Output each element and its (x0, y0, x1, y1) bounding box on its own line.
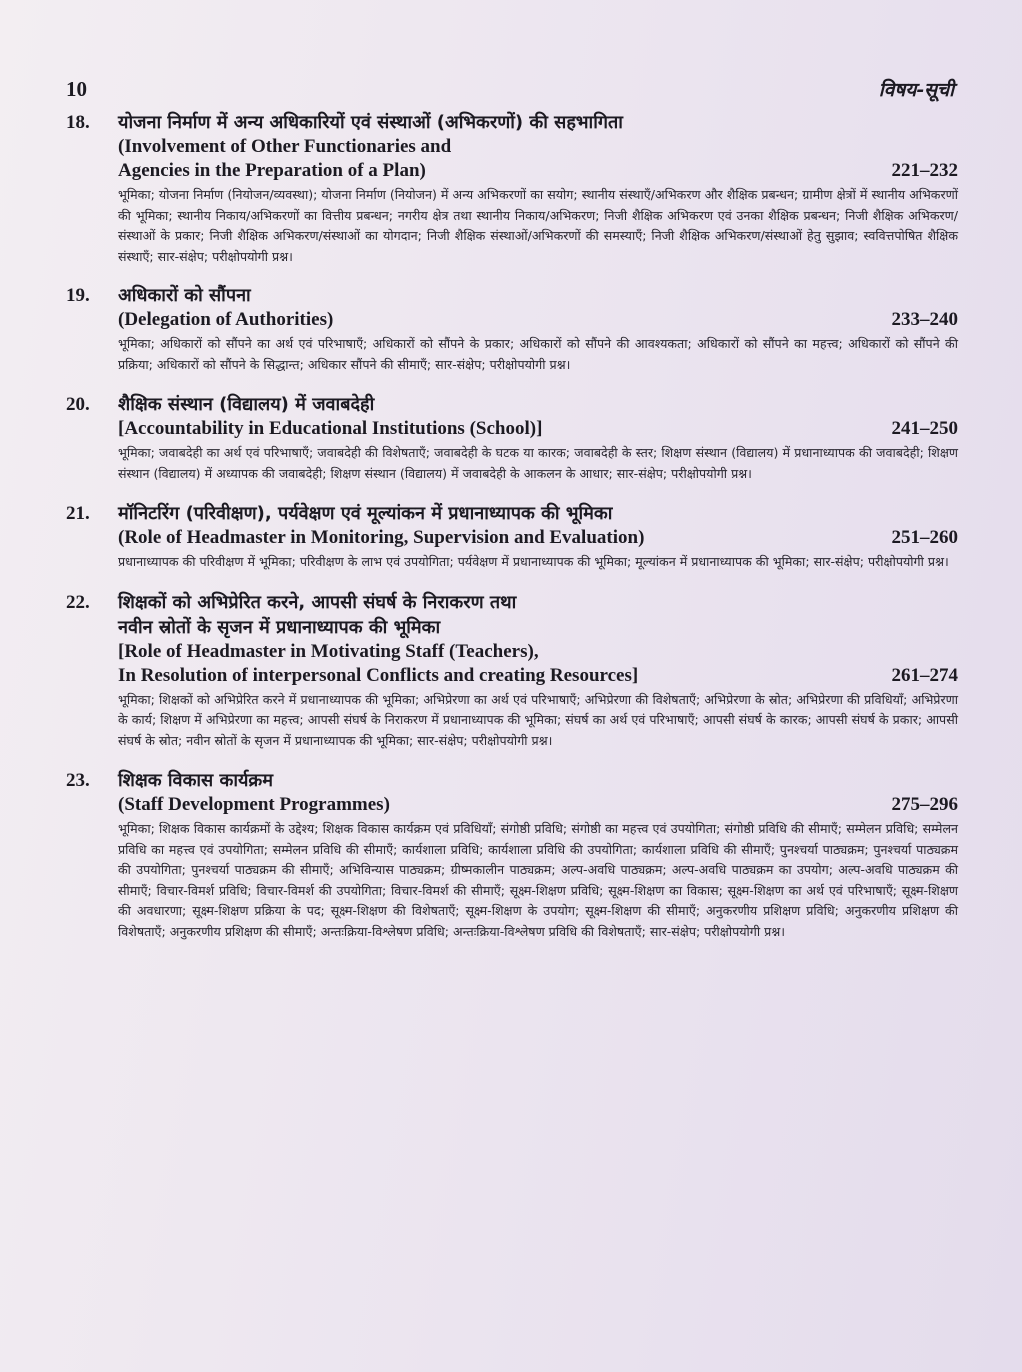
page-range: 275–296 (891, 794, 958, 815)
entry-title-hindi: अधिकारों को सौंपना (118, 285, 251, 306)
page-range: 233–240 (891, 309, 958, 330)
entry-number: 21. (66, 503, 90, 524)
entry-title-english: Agencies in the Preparation of a Plan) (118, 160, 426, 181)
entry-number: 22. (66, 591, 90, 613)
entry-title-english: (Staff Development Programmes) (118, 794, 390, 815)
entry-title-hindi: मॉनिटरिंग (परिवीक्षण), पर्यवेक्षण एवं मूल्यांकन में प्रधानाध्यापक की भूमिका (118, 503, 613, 524)
entry-description: भूमिका; योजना निर्माण (नियोजन/व्यवस्था); योजना निर्माण (नियोजन) में अन्य अभिकरणों का सयोग; स्थानीय संस्थाएँ/अभिकरण और शैक्षिक प्रबन्धन; ग्रामीण क्षेत्रों में स्थानीय अभिकरणों की भूमिका; स्थानीय निकाय/अभिकरणों का वित्तीय प्रबन्धन; नगरीय क्षेत्र तथा स्थानीय निकाय/अभिकरण; निजी शैक्षिक अभिकरण एवं उनका शैक्षिक प्रबन्धन; निजी शैक्षिक अभिकरण/संस्थाओं के प्रकार; निजी शैक्षिक अभिकरण/संस्थाओं का योगदान; निजी शैक्षिक संस्थाओं/अभिकरणों की समस्याएँ; निजी शैक्षिक अभिकरण/संस्थाओं हेतु सुझाव; स्ववित्तपोषित शैक्षिक संस्थाएँ; सार-संक्षेप; परीक्षोपयोगी प्रश्न। (118, 187, 958, 264)
running-title: विषय-सूची (878, 79, 954, 101)
entry-title-english: In Resolution of interpersonal Conflicts and creating Resources] (118, 664, 639, 686)
entry-title-hindi: नवीन स्रोतों के सृजन में प्रधानाध्यापक की भूमिका (118, 616, 441, 638)
entry-title-english: [Role of Headmaster in Motivating Staff (Teachers), (118, 640, 539, 662)
entry-title-english: (Involvement of Other Functionaries and (118, 136, 452, 157)
page-number: 10 (66, 77, 87, 101)
page-range: 261–274 (891, 664, 958, 686)
entry-description: प्रधानाध्यापक की परिवीक्षण में भूमिका; परिवीक्षण के लाभ एवं उपयोगिता; पर्यवेक्षण में प्रधानाध्यापक की भूमिका; मूल्यांकन में प्रधानाध्यापक की भूमिका; सार-संक्षेप; परीक्षोपयोगी प्रश्न। (118, 554, 949, 569)
toc-entry-21 (66, 501, 958, 573)
entry-description: भूमिका; जवाबदेही का अर्थ एवं परिभाषाएँ; जवाबदेही की विशेषताएँ; जवाबदेही के घटक या कारक; जवाबदेही के स्तर; शिक्षण संस्थान (विद्यालय) में प्रधानाध्यापक की जवाबदेही; शिक्षण संस्थान (विद्यालय) में अध्यापक की जवाबदेही; शिक्षण संस्थान (विद्यालय) में जवाबदेही के आकलन के आधार; सार-संक्षेप; परीक्षोपयोगी प्रश्न। (118, 445, 958, 481)
toc-entry-18 (66, 110, 958, 267)
entry-number: 23. (66, 770, 90, 791)
page-range: 241–250 (891, 418, 958, 439)
entry-description: भूमिका; शिक्षक विकास कार्यक्रमों के उद्देश्य; शिक्षक विकास कार्यक्रम एवं प्रविधियाँ; संगोष्ठी प्रविधि; संगोष्ठी का महत्त्व एवं उपयोगिता; संगोष्ठी प्रविधि की सीमाएँ; सम्मेलन प्रविधि; सम्मेलन प्रविधि का महत्त्व एवं उपयोगिता; सम्मेलन प्रविधि की सीमाएँ; कार्यशाला प्रविधि; कार्यशाला प्रविधि की उपयोगिता; कार्यशाला प्रविधि की सीमाएँ; पुनश्चर्या पाठ्यक्रम; पुनश्चर्या पाठ्यक्रम की उपयोगिता; पुनश्चर्या पाठ्यक्रम की सीमाएँ; अभिविन्यास पाठ्यक्रम; ग्रीष्मकालीन पाठ्यक्रम; अल्प-अवधि पाठ्यक्रम; अल्प-अवधि पाठ्यक्रम का उपयोग; अल्प-अवधि पाठ्यक्रम की सीमाएँ; विचार-विमर्श प्रविधि; विचार-विमर्श की उपयोगिता; विचार-विमर्श की सीमाएँ; सूक्ष्म-शिक्षण प्रविधि; सूक्ष्म-शिक्षण का विकास; सूक्ष्म-शिक्षण का अर्थ एवं परिभाषाएँ; सूक्ष्म-शिक्षण की अवधारणा; सूक्ष्म-शिक्षण प्रक्रिया के पद; सूक्ष्म-शिक्षण की विशेषताएँ; सूक्ष्म-शिक्षण के उपयोग; सूक्ष्म-शिक्षण की सीमाएँ; अनुकरणीय प्रशिक्षण प्रविधि; अनुकरणीय प्रशिक्षण की विशेषताएँ; अनुकरणीय प्रशिक्षण की सीमाएँ; अन्तःक्रिया-विश्लेषण प्रविधि; अन्तःक्रिया-विश्लेषण प्रविधि की विशेषताएँ; सार-संक्षेप; परीक्षोपयोगी प्रश्न। (118, 821, 958, 939)
entry-title-hindi: शिक्षकों को अभिप्रेरित करने, आपसी संघर्ष के निराकरण तथा (118, 591, 517, 613)
page-range: 221–232 (891, 160, 958, 181)
entry-title-english: (Role of Headmaster in Monitoring, Supervision and Evaluation) (118, 527, 645, 548)
page-range: 251–260 (891, 527, 958, 548)
toc-entry-20 (66, 392, 958, 484)
entry-number: 20. (66, 394, 90, 415)
entry-title-hindi: शिक्षक विकास कार्यक्रम (118, 770, 274, 791)
entry-title-hindi: योजना निर्माण में अन्य अधिकारियों एवं संस्थाओं (अभिकरणों) की सहभागिता (118, 112, 623, 133)
page-header (66, 76, 958, 110)
toc-entry-19 (66, 283, 958, 375)
toc-entry-23 (66, 768, 958, 942)
entry-number: 19. (66, 285, 90, 306)
entry-number: 18. (66, 112, 90, 133)
entry-title-english: (Delegation of Authorities) (118, 309, 334, 330)
toc-entry-22 (66, 590, 958, 752)
entry-description: भूमिका; शिक्षकों को अभिप्रेरित करने में प्रधानाध्यापक की भूमिका; अभिप्रेरणा का अर्थ एवं परिभाषाएँ; अभिप्रेरणा की विशेषताएँ; अभिप्रेरणा के स्रोत; अभिप्रेरणा की प्रविधियाँ; अभिप्रेरणा के कार्य; शिक्षण में अभिप्रेरणा का महत्त्व; आपसी संघर्ष के निराकरण में प्रधानाध्यापक की भूमिका; संघर्ष का अर्थ एवं परिभाषाएँ; आपसी संघर्ष के कारक; आपसी संघर्ष के प्रकार; आपसी संघर्ष के स्रोत; नवीन स्रोतों के सृजन में प्रधानाध्यापक की भूमिका; सार-संक्षेप; परीक्षोपयोगी प्रश्न। (118, 691, 958, 748)
entry-title-english: [Accountability in Educational Institutions (School)] (118, 418, 543, 439)
entry-title-hindi: शैक्षिक संस्थान (विद्यालय) में जवाबदेही (118, 394, 375, 415)
entry-description: भूमिका; अधिकारों को सौंपने का अर्थ एवं परिभाषाएँ; अधिकारों को सौंपने के प्रकार; अधिकारों को सौंपने की आवश्यकता; अधिकारों को सौंपने का महत्त्व; अधिकारों को सौंपने की प्रक्रिया; अधिकारों को सौंपने के सिद्धान्त; अधिकार सौंपने की सीमाएँ; सार-संक्षेप; परीक्षोपयोगी प्रश्न। (118, 336, 958, 372)
